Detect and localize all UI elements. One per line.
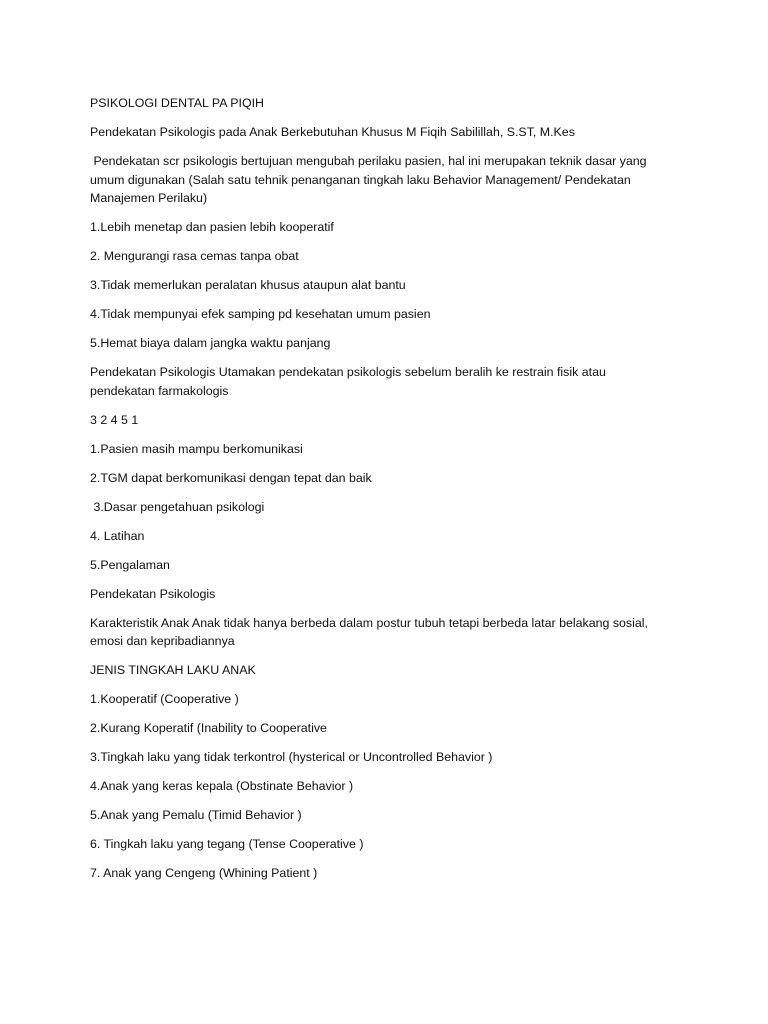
paragraph-subtitle: Pendekatan Psikologis pada Anak Berkebutuhan Khusus M Fiqih Sabilillah, S.ST, M.Kes [90,125,575,139]
list-item: 3.Tingkah laku yang tidak terkontrol (hysterical or Uncontrolled Behavior ) [90,750,493,764]
list-item: 1.Lebih menetap dan pasien lebih kooperatif [90,220,334,234]
paragraph-sequence: 3 2 4 5 1 [90,412,139,427]
list-item: 5.Anak yang Pemalu (Timid Behavior ) [90,808,302,822]
list-item: 3.Tidak memerlukan peralatan khusus ataupun alat bantu [90,278,406,292]
list-item: 2.TGM dapat berkomunikasi dengan tepat dan baik [90,470,372,485]
list-item: 7. Anak yang Cengeng (Whining Patient ) [90,866,318,880]
list-item: 2.Kurang Koperatif (Inability to Cooperative [90,721,327,735]
list-item: 2. Mengurangi rasa cemas tanpa obat [90,249,299,263]
list-item: 4. Latihan [90,528,145,543]
document-title: PSIKOLOGI DENTAL PA PIQIH [90,96,264,110]
list-item: 1.Kooperatif (Cooperative ) [90,692,239,706]
paragraph-characteristics: Karakteristik Anak Anak tidak hanya berbeda dalam postur tubuh tetapi berbeda latar belakang sosial, emosi dan kepribadiannya [90,615,652,648]
list-item: 4.Tidak mempunyai efek samping pd kesehatan umum pasien [90,307,431,321]
list-item: 5.Hemat biaya dalam jangka waktu panjang [90,336,331,350]
list-item: 1.Pasien masih mampu berkomunikasi [90,441,303,456]
list-item: 5.Pengalaman [90,557,170,572]
section-heading: JENIS TINGKAH LAKU ANAK [90,663,256,677]
section-heading: Pendekatan Psikologis [90,586,216,601]
paragraph-intro: Pendekatan scr psikologis bertujuan mengubah perilaku pasien, hal ini merupakan teknik dasar yang umum digunakan (Salah satu tehnik penanganan tingkah laku Behavior Management/ Pendekatan Manajemen Perilaku) [90,154,651,205]
list-item: 6. Tingkah laku yang tegang (Tense Cooperative ) [90,837,364,851]
paragraph-approach: Pendekatan Psikologis Utamakan pendekatan psikologis sebelum beralih ke restrain fisik atau pendekatan farmakologis [90,365,610,398]
document-page [90,94,670,893]
list-item: 3.Dasar pengetahuan psikologi [90,499,265,514]
list-item: 4.Anak yang keras kepala (Obstinate Behavior ) [90,779,354,793]
